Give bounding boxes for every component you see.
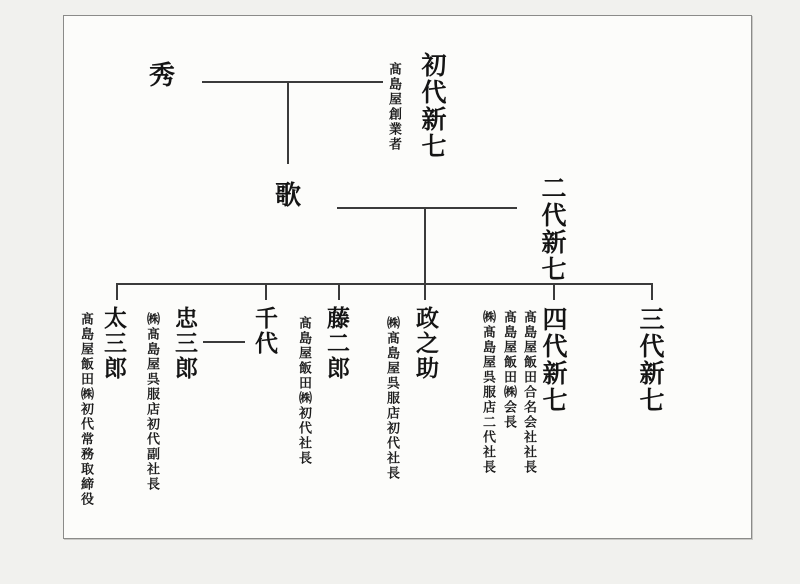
gen2-descent-line <box>424 208 426 284</box>
child-tick-masanosuke <box>424 283 426 300</box>
family-tree-frame <box>63 15 752 539</box>
child-note-shinshichi-4-c: ㈱髙島屋呉服店二代社長 <box>481 310 496 475</box>
child-name-tojiro: 藤二郎 <box>324 306 349 381</box>
gen1-husband-note: 髙島屋創業者 <box>387 62 402 152</box>
gen1-husband-name: 初代新七 <box>418 52 445 160</box>
child-name-shinshichi-4: 四代新七 <box>539 306 566 414</box>
child-name-chiyo: 千代 <box>252 306 277 356</box>
child-tick-sandai <box>651 283 653 300</box>
gen2-husband-name: 二代新七 <box>538 175 565 283</box>
gen1-marriage-line <box>202 81 383 83</box>
gen1-wife-name: 秀 <box>149 61 176 90</box>
child-note-shinshichi-4-a: 髙島屋飯田合名会社社長 <box>522 310 537 475</box>
child-note-tasaburo: 髙島屋飯田㈱初代常務取締役 <box>79 312 94 507</box>
child-note-chusaburo: ㈱髙島屋呉服店初代副社長 <box>145 312 160 492</box>
marriage-line-chusaburo-chiyo <box>203 341 245 343</box>
child-tick-chiyo <box>265 283 267 300</box>
child-name-masanosuke: 政之助 <box>413 306 438 381</box>
child-tick-tasaburo <box>116 283 118 300</box>
gen2-marriage-line <box>337 207 517 209</box>
child-note-masanosuke: ㈱髙島屋呉服店初代社長 <box>385 316 400 481</box>
child-name-chusaburo: 忠三郎 <box>172 306 197 381</box>
child-note-tojiro: 髙島屋飯田㈱初代社長 <box>297 316 312 466</box>
gen2-wife-name: 歌 <box>275 181 302 210</box>
child-name-shinshichi-3: 三代新七 <box>636 306 663 414</box>
sibling-rail-line <box>116 283 653 285</box>
child-tick-tojiro <box>338 283 340 300</box>
child-tick-yondai <box>553 283 555 300</box>
child-name-tasaburo: 太三郎 <box>101 306 126 381</box>
gen1-descent-line <box>287 82 289 164</box>
child-note-shinshichi-4-b: 髙島屋飯田㈱会長 <box>502 310 517 430</box>
